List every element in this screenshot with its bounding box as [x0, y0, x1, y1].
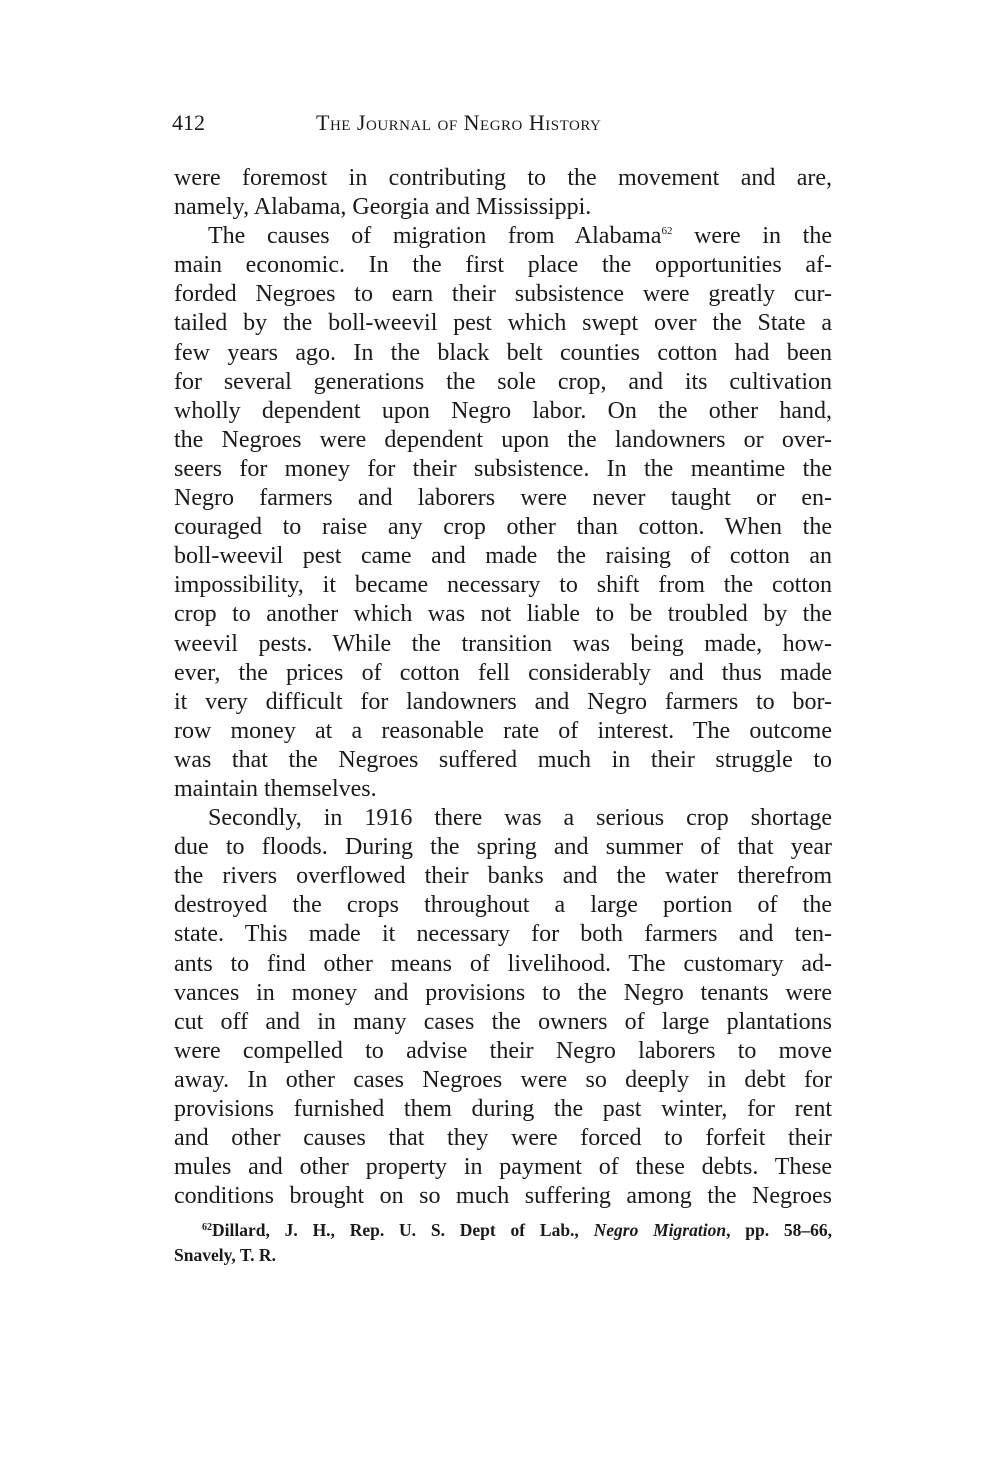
- text-segment: The causes of migration from Alabama: [208, 223, 662, 250]
- text-line: ever, the prices of cotton fell considerably and thus made: [174, 659, 832, 686]
- text-line: tailed by the boll-weevil pest which swept over the State a: [174, 310, 832, 337]
- text-line: main economic. In the first place the opportunities af-: [174, 252, 832, 279]
- footnote-line: Snavely, T. R.: [174, 1245, 276, 1265]
- text-line: provisions furnished them during the past winter, for rent: [174, 1096, 832, 1122]
- text-line: forded Negroes to earn their subsistence were greatly cur-: [174, 281, 832, 308]
- text-line: wholly dependent upon Negro labor. On the other hand,: [174, 397, 832, 424]
- footnote-title: Negro Migration: [593, 1220, 727, 1240]
- text-line: namely, Alabama, Georgia and Mississippi.: [174, 194, 592, 221]
- text-line: was that the Negroes suffered much in their struggle to: [174, 746, 832, 773]
- text-line: destroyed the crops throughout a large portion of the: [174, 892, 832, 919]
- text-line: couraged to raise any crop other than cotton. When the: [174, 514, 832, 541]
- text-line: vances in money and provisions to the Negro tenants were: [174, 979, 832, 1006]
- footnote-text: , pp. 58–66,: [726, 1220, 833, 1240]
- text-line: few years ago. In the black belt counties cotton had been: [174, 339, 832, 366]
- text-line: [174, 222, 832, 251]
- text-line: due to floods. During the spring and summer of that year: [174, 834, 832, 861]
- text-segment: were in the: [672, 223, 832, 250]
- text-line: cut off and in many cases the owners of large plantations: [174, 1008, 832, 1035]
- text-line: weevil pests. While the transition was being made, how-: [174, 630, 832, 657]
- footnote-line: [174, 1218, 832, 1243]
- text-line: Secondly, in 1916 there was a serious crop shortage: [208, 805, 832, 832]
- page-header: [172, 110, 832, 142]
- running-title: The Journal of Negro History: [316, 110, 602, 135]
- text-line: mules and other property in payment of these debts. These: [174, 1154, 832, 1181]
- text-line: the rivers overflowed their banks and the water therefrom: [174, 863, 832, 890]
- text-line: and other causes that they were forced to forfeit their: [174, 1125, 832, 1152]
- text-line: seers for money for their subsistence. In the meantime the: [174, 455, 832, 482]
- text-line: ants to find other means of livelihood. The customary ad-: [174, 950, 832, 977]
- page-number: 412: [172, 110, 205, 135]
- text-line: conditions brought on so much suffering among the Negroes: [174, 1183, 832, 1210]
- text-line: were compelled to advise their Negro laborers to move: [174, 1037, 832, 1064]
- text-line: for several generations the sole crop, and its cultivation: [174, 368, 832, 395]
- footnote-mark: 62: [202, 1222, 212, 1233]
- text-line: Negro farmers and laborers were never taught or en-: [174, 485, 832, 512]
- text-line: boll-weevil pest came and made the raising of cotton an: [174, 543, 832, 570]
- footnote-text: Dillard, J. H., Rep. U. S. Dept of Lab.,: [212, 1220, 594, 1240]
- text-line: row money at a reasonable rate of interest. The outcome: [174, 717, 832, 744]
- text-line: away. In other cases Negroes were so deeply in debt for: [174, 1066, 832, 1093]
- text-line: it very difficult for landowners and Negro farmers to bor-: [174, 688, 832, 715]
- text-line: state. This made it necessary for both farmers and ten-: [174, 921, 832, 948]
- text-line: crop to another which was not liable to be troubled by the: [174, 601, 832, 628]
- text-line: impossibility, it became necessary to shift from the cotton: [174, 572, 832, 599]
- text-line: maintain themselves.: [174, 775, 377, 802]
- footnote-reference: 62: [661, 225, 673, 238]
- text-line: were foremost in contributing to the movement and are,: [174, 165, 832, 191]
- body-text: [174, 164, 832, 1211]
- text-line: the Negroes were dependent upon the landowners or over-: [174, 426, 832, 453]
- footnote: [174, 1218, 832, 1268]
